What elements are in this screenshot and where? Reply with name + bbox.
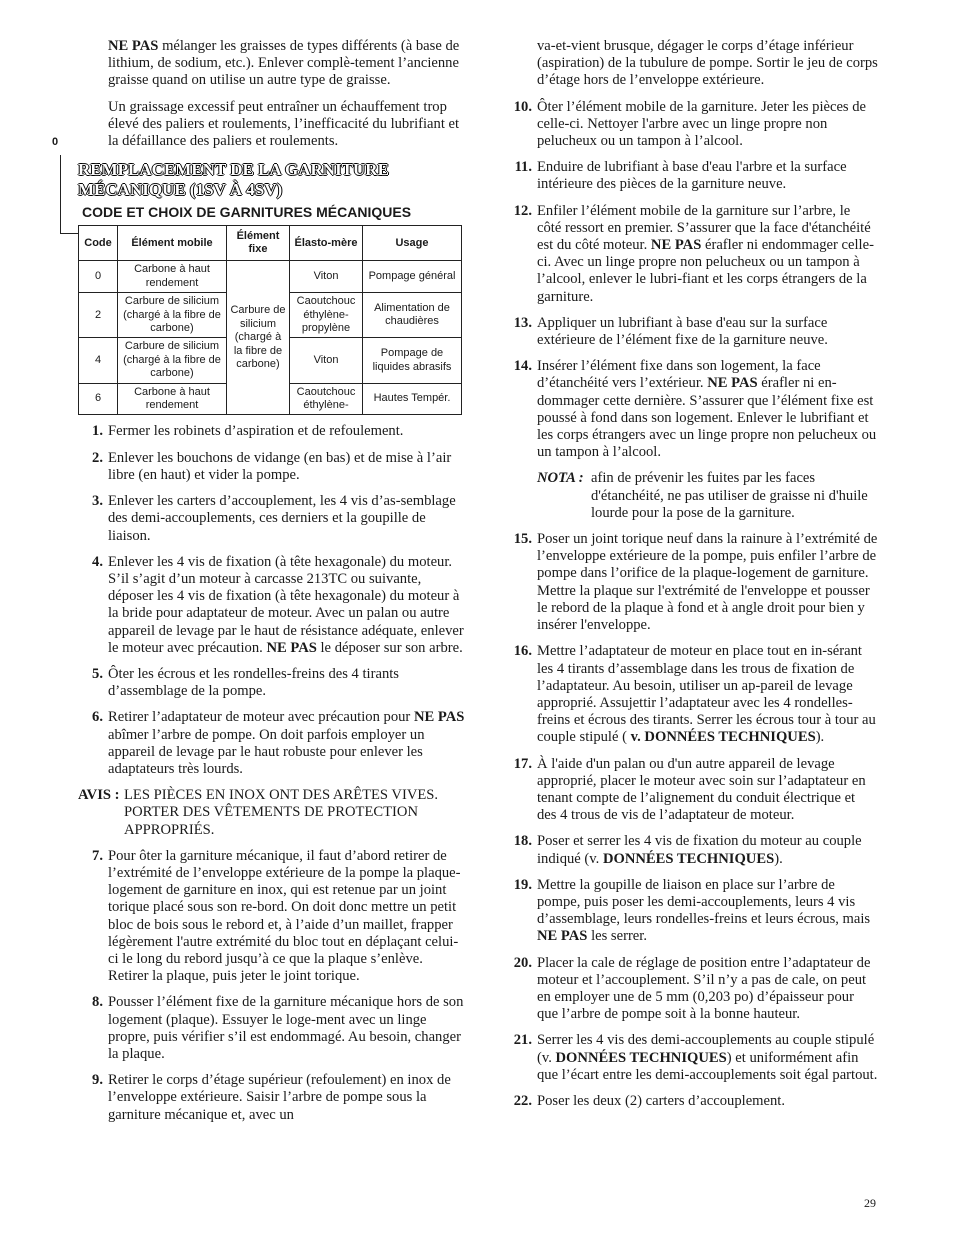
intro-bold: NE PAS xyxy=(108,38,159,54)
step-item xyxy=(78,848,466,986)
step-text-bold: NE PAS xyxy=(537,928,588,945)
step-text xyxy=(108,709,466,778)
step-text xyxy=(537,833,878,867)
step-text xyxy=(537,643,878,746)
cell-elastomer: Viton xyxy=(290,338,363,383)
step-text-main: Ôter les écrous et les rondelles-freins des 4 tirants d’assemblage de la pompe. xyxy=(108,665,399,700)
step-number: 4. xyxy=(92,553,103,570)
step-item xyxy=(78,1072,466,1124)
step-text-after: les serrer. xyxy=(587,928,647,945)
step-item xyxy=(508,877,878,946)
step-text-after: abîmer l’arbre de pompe. On doit parfois employer un appareil de levage par le haut robuste pour enlever les adaptateurs très lourds. xyxy=(108,726,425,777)
step-item xyxy=(508,756,878,825)
step-item xyxy=(508,1093,878,1110)
step-item xyxy=(508,159,878,193)
step-text-bold: NE PAS xyxy=(650,237,702,254)
step-text-after: ). xyxy=(774,850,783,867)
step-number: 6. xyxy=(92,709,103,726)
step-text xyxy=(108,423,466,440)
step-number: 15. xyxy=(513,531,532,548)
warning-text: LES PIÈCES EN INOX ONT DES ARÊTES VIVES. PORTER DES VÊTEMENTS DE PROTECTION APPROPRIÉS. xyxy=(124,787,439,838)
header-elastomer: Élasto-mère xyxy=(290,226,363,261)
step-text xyxy=(537,1032,878,1084)
section-title-line-2: MÉCANIQUE (1SV À 4SV) xyxy=(78,180,283,200)
step-text xyxy=(108,554,466,657)
cell-mobile: Carbure de silicium (chargé à la fibre de carbone) xyxy=(118,293,227,338)
step-text-bold: NE PAS xyxy=(707,375,758,392)
header-code: Code xyxy=(79,226,118,261)
cell-elastomer: Caoutchouc éthylène- xyxy=(290,383,363,415)
step-text-bold: v. DONNÉES TECHNIQUES xyxy=(630,729,816,746)
step-item xyxy=(508,203,878,306)
step-text xyxy=(108,493,466,545)
step-text xyxy=(537,1093,878,1110)
step-text xyxy=(108,1072,466,1124)
step-text xyxy=(537,756,878,825)
steps-list-left-2 xyxy=(78,848,466,1124)
step-number: 16. xyxy=(513,643,532,660)
step-text-bold: DONNÉES TECHNIQUES xyxy=(555,1049,727,1066)
step-text-after: érafler ni endommager celle-ci. Avec un linge propre non pelucheux ou un tampon à l’alcool, enlever le lubri-fiant et les corps étrangers de la garniture. xyxy=(537,237,874,305)
step-text xyxy=(108,848,466,986)
steps-list-right xyxy=(508,99,878,462)
step-text-main: Placer la cale de réglage de position entre l’adaptateur de moteur et l’accouplement. S’il n’y a pas de cale, on peut en employer une de 5 mm (0,203 po) d’épaisseur pour que l’arbre de pompe soit à la bonne hauteur. xyxy=(537,954,871,1023)
continued-paragraph: va-et-vient brusque, dégager le corps d’étage inférieur (aspiration) de la tubulure de pompe. Sortir le jeu de corps d’étage hors de l’enveloppe extérieure. xyxy=(537,38,878,89)
step-number: 22. xyxy=(513,1092,532,1109)
right-column xyxy=(508,38,878,1119)
step-text xyxy=(537,315,878,349)
step-text-main: Retirer l’adaptateur de moteur avec précaution pour xyxy=(108,709,411,726)
step-number: 13. xyxy=(513,314,532,331)
step-text-bold: DONNÉES TECHNIQUES xyxy=(602,850,775,867)
cell-code: 4 xyxy=(79,338,118,383)
table-title: CODE ET CHOIX DE GARNITURES MÉCANIQUES xyxy=(82,204,412,221)
step-text-main: Enduire de lubrifiant à base d'eau l'arbre et la surface intérieure des pièces de la garniture neuve. xyxy=(537,159,847,193)
step-number: 9. xyxy=(92,1072,103,1089)
step-item xyxy=(508,358,878,461)
step-item xyxy=(78,666,466,700)
step-number: 2. xyxy=(92,449,103,466)
step-text-main: Pousser l’élément fixe de la garniture mécanique hors de son logement (plaque). Essuyer le loge-ment avec un linge propre, puis vérifier s’il est endommagé. Au besoin, changer la plaque. xyxy=(108,994,464,1062)
step-item xyxy=(78,554,466,657)
step-text-main: Serrer les 4 vis des demi-accouplements au couple stipulé (v. xyxy=(537,1032,875,1066)
step-text-main: Fermer les robinets d’aspiration et de refoulement. xyxy=(108,423,404,440)
note xyxy=(508,470,878,522)
step-text xyxy=(108,994,466,1063)
cell-code: 2 xyxy=(79,293,118,338)
step-text-after: le déposer sur son arbre. xyxy=(316,639,463,656)
step-text-main: Retirer le corps d’étage supérieur (refoulement) en inox de l’enveloppe extérieure. Saisir l’arbre de pompe sous la garniture mécanique et, avec un xyxy=(108,1072,451,1123)
step-text-main: Enlever les bouchons de vidange (en bas) et de mise à l’air libre (en haut) et vider la pompe. xyxy=(108,449,452,483)
cell-code: 0 xyxy=(79,261,118,293)
step-number: 17. xyxy=(513,755,532,772)
step-number: 3. xyxy=(92,493,103,510)
header-mobile: Élément mobile xyxy=(118,226,227,261)
step-number: 14. xyxy=(513,358,532,375)
cell-usage: Pompage général xyxy=(363,261,462,293)
cell-mobile: Carbone à haut rendement xyxy=(118,383,227,415)
step-text-main: Enlever les 4 vis de fixation (à tête hexagonale) du moteur. S’il s’agit d’un moteur à carcasse 213TC ou suivante, déposer les 4 vis de fixation (à tête hexagonale) du moteur à la bride pour adaptateur de moteur. Avec un palan ou autre appareil de levage par le haut de résistance adéquate, enlever le moteur avec précaution. xyxy=(108,553,464,656)
step-number: 18. xyxy=(513,833,532,850)
step-text-main: Poser les deux (2) carters d’accouplement. xyxy=(537,1092,785,1109)
step-item xyxy=(508,99,878,151)
step-text-main: Poser et serrer les 4 vis de fixation du moteur au couple indiqué (v. xyxy=(537,833,862,867)
step-text-main: Mettre l’adaptateur de moteur en place tout en in-sérant les 4 tirants d’assemblage dans les trous de fixation de l’adaptateur. Au besoin, utiliser un ap-pareil de levage approprié. Assujettir l’adaptateur avec les 4 rondelles-freins et écrous des tirants. Serrer les écrous tour à tour au couple stipulé ( xyxy=(537,643,876,746)
step-text xyxy=(537,99,878,151)
margin-marker: 0 xyxy=(52,136,59,148)
cell-mobile: Carbure de silicium (chargé à la fibre de carbone) xyxy=(118,338,227,383)
step-number: 21. xyxy=(513,1032,532,1049)
cell-usage: Pompage de liquides abrasifs xyxy=(363,338,462,383)
header-fixed: Élément fixe xyxy=(227,226,290,261)
step-number: 20. xyxy=(513,954,532,971)
warning-notice xyxy=(78,787,466,839)
table-header-row xyxy=(79,226,462,261)
step-text xyxy=(537,203,878,306)
steps-list-right-2 xyxy=(508,531,878,1110)
cell-code: 6 xyxy=(79,383,118,415)
step-text-main: Appliquer un lubrifiant à base d'eau sur la surface extérieure de l’élément fixe de la garniture neuve. xyxy=(537,314,828,349)
step-text xyxy=(537,358,878,461)
step-item xyxy=(78,709,466,778)
intro-paragraph-2: Un graissage excessif peut entraîner un échauffement trop élevé des paliers et roulements, l’inefficacité du lubrifiant et la défaillance des paliers et roulements. xyxy=(108,98,460,150)
step-number: 11. xyxy=(514,159,532,176)
cell-fixed-merged: Carbure de silicium (chargé à la fibre de carbone) xyxy=(227,261,290,415)
step-item xyxy=(508,833,878,867)
cell-elastomer: Viton xyxy=(290,261,363,293)
step-number: 12. xyxy=(513,202,532,219)
step-number: 19. xyxy=(513,876,532,893)
step-item xyxy=(508,955,878,1024)
cell-mobile: Carbone à haut rendement xyxy=(118,261,227,293)
intro-paragraph-1 xyxy=(78,38,466,90)
step-item xyxy=(508,1032,878,1084)
cell-usage: Hautes Tempér. xyxy=(363,383,462,415)
step-text xyxy=(108,450,466,484)
step-text-after: ) et uniformément afin que l’écart entre les demi-accouplements soit égal partout. xyxy=(537,1049,878,1083)
step-text xyxy=(537,159,878,193)
step-text-main: Mettre la goupille de liaison en place sur l’arbre de pompe, puis poser les demi-accouplements, leurs 4 vis d’assemblage, leurs rondelles-freins et leurs écrous, mais xyxy=(537,876,871,928)
section-title-line-1: REMPLACEMENT DE LA GARNITURE xyxy=(78,160,389,180)
cell-usage: Alimentation de chaudières xyxy=(363,293,462,338)
step-item xyxy=(508,531,878,634)
step-text xyxy=(537,531,878,634)
note-label: NOTA : xyxy=(537,470,584,487)
step-item xyxy=(78,450,466,484)
step-text xyxy=(108,666,466,700)
step-item xyxy=(508,643,878,746)
warning-label: AVIS : xyxy=(78,787,120,804)
step-text-main: Insérer l’élément fixe dans son logement, la face d’étanchéité vers l’extérieur. xyxy=(537,358,821,392)
step-number: 7. xyxy=(92,847,103,864)
page-number: 29 xyxy=(864,1196,876,1210)
step-text xyxy=(537,955,878,1024)
header-usage: Usage xyxy=(363,226,462,261)
step-text-main: À l'aide d'un palan ou d'un autre appareil de levage approprié, placer le moteur avec soin sur l’adaptateur en tenant compte de l’alignement du conduit électrique et des 4 trous de vis de l’adaptateur de moteur. xyxy=(537,755,866,824)
step-item xyxy=(78,423,466,440)
step-item xyxy=(508,315,878,349)
step-text-main: Enlever les carters d’accouplement, les 4 vis d’as-semblage des demi-accouplements, ces derniers et la goupille de liaison. xyxy=(108,493,456,544)
step-number: 5. xyxy=(92,665,103,682)
step-item xyxy=(78,994,466,1063)
note-text: afin de prévenir les fuites par les faces d'étanchéité, ne pas utiliser de graisse ni d'huile lourde pour la pose de la garniture. xyxy=(591,470,868,521)
step-text-main: Pour ôter la garniture mécanique, il faut d’abord retirer de l’extrémité de l’enveloppe extérieure de la pompe la plaque-logement de garniture en inox, qui est retenue par un joint torique placé sous son re-bord. On doit donc mettre un petit bloc de bois sous le rebord et, à l’aide d’un maillet, frapper légèrement l'autre extrémité du bloc tout en déplaçant celui-ci le long du rebord jusqu’à ce que la plaque s’enlève. Retirer la plaque, puis jeter le joint torique. xyxy=(108,847,461,985)
step-text-main: Enfiler l’élément mobile de la garniture sur l’arbre, le côté ressort en premier. S’assurer que la face d'étanchéité est du côté moteur. xyxy=(537,202,871,254)
cell-elastomer: Caoutchouc éthylène-propylène xyxy=(290,293,363,338)
section-title xyxy=(78,160,466,200)
table-row xyxy=(79,261,462,293)
step-number: 10. xyxy=(513,98,532,115)
section-bracket xyxy=(60,155,79,234)
step-number: 1. xyxy=(92,423,103,440)
step-text-after: ). xyxy=(815,729,825,746)
step-text-after: érafler ni en-dommager cette dernière. S’assurer que l’élément fixe est poussé à fond dans son logement. Enlever le lubrifiant et les corps étrangers avec un linge propre non pelucheux ou un tampon à l’alcool. xyxy=(537,375,877,461)
steps-list-left xyxy=(78,423,466,778)
step-text-bold: NE PAS xyxy=(266,639,317,656)
step-text-main: Ôter l’élément mobile de la garniture. Jeter les pièces de celle-ci. Nettoyer l'arbre avec un linge propre non pelucheux ou un tampon à l’alcool. xyxy=(537,98,867,150)
seal-code-table xyxy=(78,225,462,415)
step-text-bold: NE PAS xyxy=(413,709,465,726)
step-text-main: Poser un joint torique neuf dans la rainure à l’extrémité de l’enveloppe extérieure de la pompe, puis enfiler l’arbre de pompe dans l’orifice de la plaque-logement de garniture. Mettre la plaque sur l'extrémité de l'enveloppe et pousser le rebord de la plaque à fond et à angle droit pour bien y insérer l'enveloppe. xyxy=(537,531,878,634)
left-column xyxy=(78,38,466,1133)
step-number: 8. xyxy=(92,994,103,1011)
step-text xyxy=(537,877,878,946)
step-item xyxy=(78,493,466,545)
intro-text-1: mélanger les graisses de types différents (à base de lithium, de sodium, etc.). Enlever complè-tement l’ancienne graisse quand on utilise un autre type de graisse. xyxy=(108,38,460,89)
